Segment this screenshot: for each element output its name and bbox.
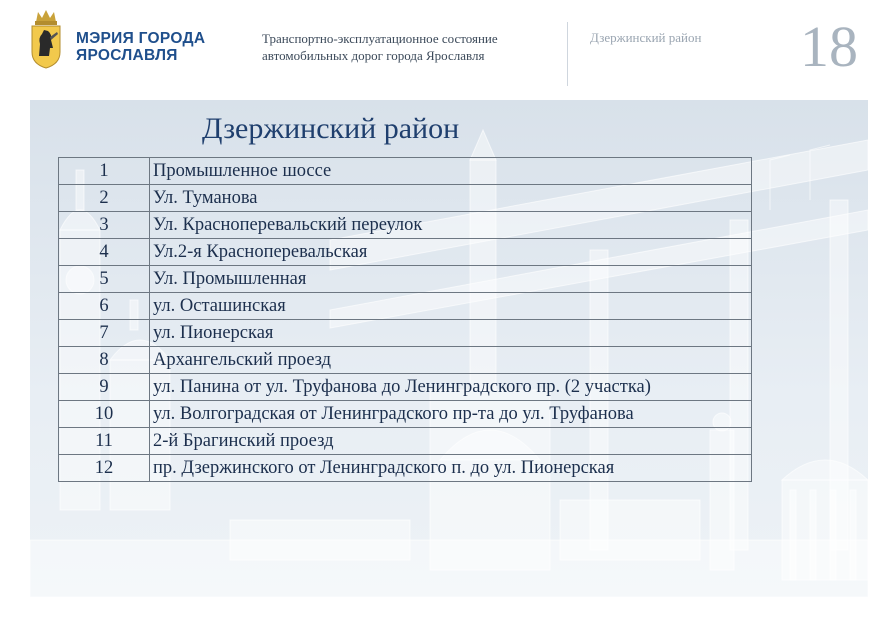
logo-text <box>76 30 246 64</box>
street-name: Ул.2-я Красноперевальская <box>150 239 752 266</box>
header-divider <box>567 22 568 86</box>
street-name: пр. Дзержинского от Ленинградского п. до ул. Пионерская <box>150 455 752 482</box>
street-name: Ул. Промышленная <box>150 266 752 293</box>
row-number: 11 <box>59 428 150 455</box>
page-title: Дзержинский район <box>202 112 460 145</box>
table-row <box>59 158 752 185</box>
row-number: 1 <box>59 158 150 185</box>
yaroslavl-bear-emblem-icon <box>28 8 64 70</box>
row-number: 10 <box>59 401 150 428</box>
subtitle-line2: автомобильных дорог города Ярославля <box>262 48 485 63</box>
table-row <box>59 347 752 374</box>
street-name: Ул. Красноперевальский переулок <box>150 212 752 239</box>
table-row <box>59 428 752 455</box>
row-number: 7 <box>59 320 150 347</box>
row-number: 3 <box>59 212 150 239</box>
page-number: 18 <box>800 14 858 79</box>
table-row <box>59 212 752 239</box>
row-number: 12 <box>59 455 150 482</box>
report-subtitle <box>262 30 552 64</box>
table-row <box>59 401 752 428</box>
table-row <box>59 320 752 347</box>
table-row <box>59 293 752 320</box>
table-row <box>59 374 752 401</box>
table-row <box>59 266 752 293</box>
row-number: 9 <box>59 374 150 401</box>
section-label: Дзержинский район <box>590 30 702 45</box>
row-number: 8 <box>59 347 150 374</box>
page-header <box>0 0 894 100</box>
street-name: Промышленное шоссе <box>150 158 752 185</box>
row-number: 5 <box>59 266 150 293</box>
street-name: ул. Волгоградская от Ленинградского пр-та до ул. Труфанова <box>150 401 752 428</box>
table-row <box>59 185 752 212</box>
row-number: 6 <box>59 293 150 320</box>
street-name: ул. Панина от ул. Труфанова до Ленинградского пр. (2 участка) <box>150 374 752 401</box>
row-number: 2 <box>59 185 150 212</box>
table-row <box>59 455 752 482</box>
street-name: Архангельский проезд <box>150 347 752 374</box>
row-number: 4 <box>59 239 150 266</box>
street-name: ул. Пионерская <box>150 320 752 347</box>
street-name: Ул. Туманова <box>150 185 752 212</box>
table-row <box>59 239 752 266</box>
streets-table <box>58 157 752 482</box>
street-name: ул. Осташинская <box>150 293 752 320</box>
logo-line1: МЭРИЯ ГОРОДА <box>76 30 206 47</box>
logo-line2: ЯРОСЛАВЛЯ <box>76 47 178 64</box>
street-name: 2-й Брагинский проезд <box>150 428 752 455</box>
content-banner <box>30 100 868 597</box>
subtitle-line1: Транспортно-эксплуатационное состояние <box>262 31 498 46</box>
